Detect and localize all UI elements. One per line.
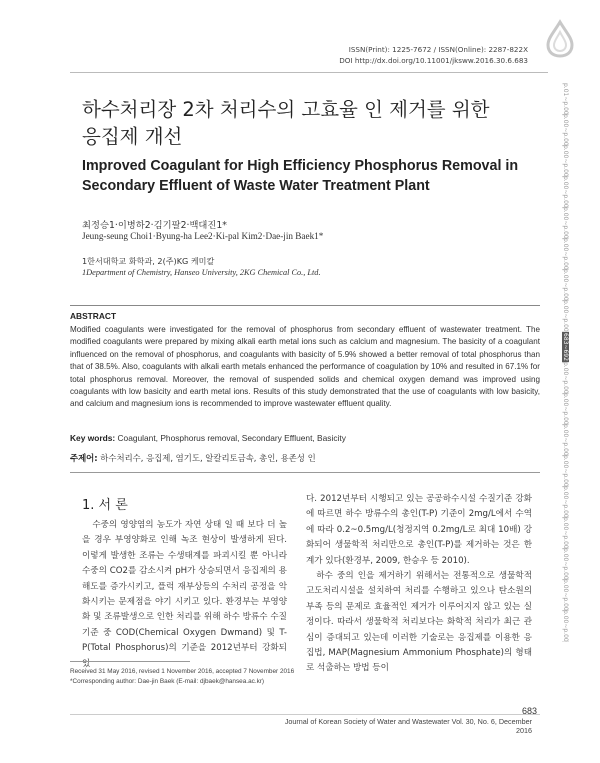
footnote-divider xyxy=(70,661,190,662)
sidebar-tab[interactable]: p.00~p.00 xyxy=(562,393,569,425)
section-divider xyxy=(70,472,540,473)
sidebar-tab[interactable]: p.00~p.00 xyxy=(562,424,569,456)
keywords-korean-text: 하수처리수, 응집제, 염기도, 알칼리토금속, 총인, 용존성 인 xyxy=(100,453,316,463)
abstract-text: Modified coagulants were investigated for the removal of phosphorus from secondary effluent of wastewater treatment. The modified coagulants were prepared by mixing alkali earth metal ions such as calcium and magnesium. The basicity of a coagulant influenced on the removal of phosphorus, and coagulants with basicity of 5.9% showed a better removal of total phosphorus than that of 38.5%. Also, coagulants with alkali earth metals enhanced the performance of coagulation by 10% and resulted in 67.1% for total phosphorus removal. Moreover, the removal of suspended solids and chemical oxygen demand was improved using coagulants with low basicity and earth metal ions. Results of this study demonstrated that the use of coagulants with low basicity, and calcium and magnesium ions is recommended to improve wastewater effluent quality. xyxy=(70,325,540,409)
affiliations-korean: 1한서대학교 화학과, 2(주)KG 케미칼 xyxy=(82,256,215,266)
abstract-divider xyxy=(70,305,540,306)
journal-footer: Journal of Korean Society of Water and Wastewater Vol. 30, No. 6, December 2016 xyxy=(284,717,532,735)
keywords-korean-label: 주제어: xyxy=(70,453,98,463)
sidebar-page-index xyxy=(562,84,600,642)
authors-korean: 최정승1·이병하2·김기팔2·백대진1* xyxy=(82,220,227,231)
footnote xyxy=(70,667,294,687)
keywords-english xyxy=(70,433,346,443)
doi-text: DOI http://dx.doi.org/10.11001/jksww.2016.30.6.683 xyxy=(339,56,528,65)
affiliations-english: 1Department of Chemistry, Hanseo University, 2KG Chemical Co., Ltd. xyxy=(82,268,321,277)
sidebar-tab[interactable]: p.00~p.00 xyxy=(562,300,569,332)
footer-divider xyxy=(70,714,540,715)
sidebar-tab[interactable]: p.00~p.00 xyxy=(562,486,569,518)
body-column-right xyxy=(306,492,532,677)
sidebar-tab[interactable]: p.00~p.00 xyxy=(562,517,569,549)
issn-doi-block xyxy=(339,44,528,66)
sidebar-tab[interactable]: p.00~p.00 xyxy=(562,610,569,642)
body-paragraph: 하수 중의 인을 제거하기 위해서는 전통적으로 생물학적 고도처리시설을 설치하여 처리를 수행하고 있으나 탄소원의 부족 등의 문제로 효율적인 제거가 이루어지지 않고 있는 실정이다. 따라서 생물학적 처리보다는 화학적 처리가 최근 관심이 증대되고 있는데 이러한 기술로는 응집제를 이용한 응집법, MAP(Magnesium Ammonium Phosphate)의 형태로 석출하는 방법 등이 xyxy=(306,571,532,674)
english-title xyxy=(82,156,532,196)
korean-title xyxy=(82,96,532,150)
abstract-heading: ABSTRACT xyxy=(70,311,117,321)
keywords-text: Coagulant, Phosphorus removal, Secondary Effluent, Basicity xyxy=(117,433,346,443)
sidebar-tab[interactable]: p.00~p.00 xyxy=(562,145,569,177)
english-title-line1: Improved Coagulant for High Efficiency Phosphorus Removal in xyxy=(82,158,519,174)
body-paragraph: 수중의 영양염의 농도가 자연 상태 일 때 보다 더 높을 경우 부영양화로 인해 녹조 현상이 발생하게 된다. 이렇게 발생한 조류는 수생태계를 파괴시킬 뿐 아니라 수중의 CO2를 감소시켜 pH가 상승되면서 응집제의 용해도를 증가시키고, 플럭 재부상등의 수처리 공정을 악화시키는 문제점을 야기 시키고 있다. 환경부는 부영양화 및 조류발생으로 인한 처리를 위해 하수 방류수 수질기준 중 COD(Chemical Oxygen Dwmand) 및 T-P(Total Phosphorus)의 기준을 2012년부터 강화되었 xyxy=(82,520,287,669)
korean-title-line1: 하수처리장 2차 처리수의 고효율 인 제거를 위한 xyxy=(82,98,490,121)
page-number: 683 xyxy=(522,706,538,716)
sidebar-tab[interactable]: p.00~p.00 xyxy=(562,238,569,270)
water-drop-logo-icon xyxy=(540,18,580,58)
sidebar-tab[interactable]: p.00~p.00 xyxy=(562,269,569,301)
sidebar-tab[interactable]: p.00~p.00 xyxy=(562,548,569,580)
keywords-korean xyxy=(70,452,316,464)
sidebar-tab[interactable]: p.00~p.00 xyxy=(562,362,569,394)
section-heading-introduction: 1. 서 론 xyxy=(82,498,128,513)
issn-text: ISSN(Print): 1225-7672 / ISSN(Online): 2287-822X xyxy=(348,45,528,54)
sidebar-tab[interactable]: p.01~p.00 xyxy=(562,83,569,115)
sidebar-tab[interactable]: p.00~p.00 xyxy=(562,579,569,611)
keywords-label: Key words: xyxy=(70,433,116,443)
body-paragraph: 다. 2012년부터 시행되고 있는 공공하수시설 수질기준 강화에 따르면 하수 방류수의 총인(T-P) 기준이 2mg/L에서 수역에 따라 0.2~0.5mg/L(청정지역 0.2mg/L로 최대 10배) 강화되어 생물학적 처리만으로 총인(T-P)를 제거하는 것은 한계가 있다(환경부, 2009, 한승우 등 2010). xyxy=(306,494,532,566)
sidebar-tab[interactable]: p.00~p.00 xyxy=(562,207,569,239)
sidebar-tab[interactable]: p.00~p.00 xyxy=(562,114,569,146)
body-column-left xyxy=(82,518,287,672)
korean-title-line2: 응집제 개선 xyxy=(82,125,183,148)
corresponding-author: *Corresponding author: Dae-jin Baek (E-mail: djbaek@hansea.ac.kr) xyxy=(70,678,265,685)
sidebar-tab[interactable]: p.00~p.00 xyxy=(562,176,569,208)
authors-english: Jeung-seung Choi1·Byung-ha Lee2·Ki-pal Kim2·Dae-jin Baek1* xyxy=(82,231,324,241)
sidebar-tab[interactable]: p.00~p.00 xyxy=(562,455,569,487)
english-title-line2: Secondary Effluent of Waste Water Treatment Plant xyxy=(82,178,430,194)
sidebar-tab[interactable]: 683~692 xyxy=(562,332,569,363)
header-divider xyxy=(70,72,548,73)
received-dates: Received 31 May 2016, revised 1 November 2016, accepted 7 November 2016 xyxy=(70,668,295,675)
